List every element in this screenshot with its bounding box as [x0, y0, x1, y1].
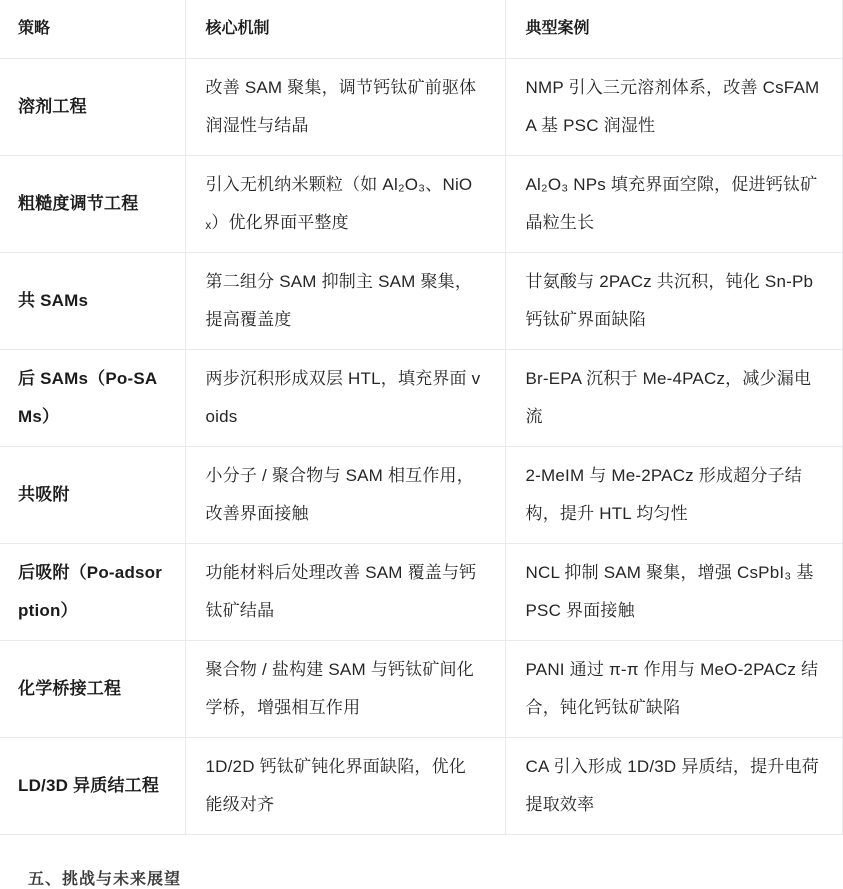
cell-strategy: 溶剂工程	[0, 59, 185, 156]
table-header	[0, 0, 842, 59]
cell-mechanism: 功能材料后处理改善 SAM 覆盖与钙钛矿结晶	[185, 544, 505, 641]
column-header-mechanism: 核心机制	[185, 0, 505, 59]
table-row	[0, 350, 842, 447]
cell-example: PANI 通过 π-π 作用与 MeO-2PACz 结合，钝化钙钛矿缺陷	[505, 641, 842, 738]
clipped-section-heading: 五、挑战与未来展望	[28, 871, 182, 888]
cell-example: Br-EPA 沉积于 Me-4PACz，减少漏电流	[505, 350, 842, 447]
cell-example: NMP 引入三元溶剂体系，改善 CsFAMA 基 PSC 润湿性	[505, 59, 842, 156]
cell-mechanism: 两步沉积形成双层 HTL，填充界面 voids	[185, 350, 505, 447]
table-body	[0, 59, 842, 835]
cell-strategy: 后 SAMs（Po-SAMs）	[0, 350, 185, 447]
table-row	[0, 156, 842, 253]
column-header-example: 典型案例	[505, 0, 842, 59]
table-row	[0, 59, 842, 156]
cell-strategy: 化学桥接工程	[0, 641, 185, 738]
cell-example: 甘氨酸与 2PACz 共沉积，钝化 Sn-Pb 钙钛矿界面缺陷	[505, 253, 842, 350]
cell-strategy: LD/3D 异质结工程	[0, 738, 185, 835]
table-row	[0, 447, 842, 544]
cell-example: CA 引入形成 1D/3D 异质结，提升电荷提取效率	[505, 738, 842, 835]
cell-strategy: 共 SAMs	[0, 253, 185, 350]
cell-example: NCL 抑制 SAM 聚集，增强 CsPbI₃ 基 PSC 界面接触	[505, 544, 842, 641]
table-row	[0, 544, 842, 641]
table-row	[0, 738, 842, 835]
cell-mechanism: 改善 SAM 聚集，调节钙钛矿前驱体润湿性与结晶	[185, 59, 505, 156]
cell-example: 2-MeIM 与 Me-2PACz 形成超分子结构，提升 HTL 均匀性	[505, 447, 842, 544]
cell-mechanism: 1D/2D 钙钛矿钝化界面缺陷，优化能级对齐	[185, 738, 505, 835]
cell-strategy: 粗糙度调节工程	[0, 156, 185, 253]
cell-example: Al₂O₃ NPs 填充界面空隙，促进钙钛矿晶粒生长	[505, 156, 842, 253]
cell-mechanism: 引入无机纳米颗粒（如 Al₂O₃、NiOₓ）优化界面平整度	[185, 156, 505, 253]
cell-strategy: 后吸附（Po-adsorption）	[0, 544, 185, 641]
table-row	[0, 253, 842, 350]
cell-mechanism: 第二组分 SAM 抑制主 SAM 聚集，提高覆盖度	[185, 253, 505, 350]
cell-mechanism: 聚合物 / 盐构建 SAM 与钙钛矿间化学桥，增强相互作用	[185, 641, 505, 738]
table-row	[0, 641, 842, 738]
header-row	[0, 0, 842, 59]
column-header-strategy: 策略	[0, 0, 185, 59]
cell-mechanism: 小分子 / 聚合物与 SAM 相互作用，改善界面接触	[185, 447, 505, 544]
cell-strategy: 共吸附	[0, 447, 185, 544]
